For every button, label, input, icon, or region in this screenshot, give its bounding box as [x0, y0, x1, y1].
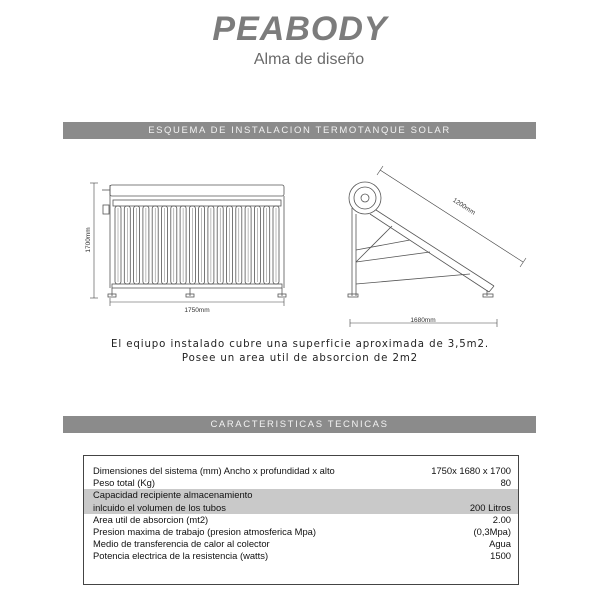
- spec-label: Medio de transferencia de calor al colector: [93, 538, 270, 550]
- spec-row: [84, 538, 518, 550]
- spec-value: 200 Litros: [469, 501, 511, 513]
- front-dimensions: [90, 183, 284, 306]
- specs-section-heading: CARACTERISTICAS TECNICAS: [63, 416, 536, 433]
- spec-value: (0,3Mpa): [473, 525, 511, 537]
- install-caption-line2: Posee un area util de absorcion de 2m2: [181, 353, 419, 364]
- spec-label: Presion maxima de trabajo (presion atmosferica Mpa): [93, 525, 317, 537]
- front-manifold: [113, 200, 281, 206]
- side-collector-bottom: [370, 214, 489, 292]
- front-view-diagram: [102, 185, 286, 297]
- front-bottom-rail: [112, 284, 282, 288]
- spec-value: 1750x 1680 x 1700: [431, 465, 511, 476]
- brand-tagline: Alma de diseño: [253, 51, 365, 68]
- spec-label: Capacidad recipiente almacenamiento: [93, 489, 253, 501]
- install-section-heading: ESQUEMA DE INSTALACION TERMOTANQUE SOLAR: [63, 122, 536, 139]
- spec-label: Peso total (Kg): [93, 477, 156, 489]
- side-collector-top: [376, 210, 494, 286]
- spec-label: Area util de absorcion (mt2): [93, 513, 209, 525]
- front-tubes: [115, 206, 279, 284]
- spec-row: [84, 550, 518, 562]
- spec-row: [84, 465, 518, 477]
- front-tank: [110, 185, 284, 196]
- front-width-label: 1750mm: [184, 307, 210, 314]
- side-length-label: 1200mm: [451, 196, 477, 217]
- spec-row: [84, 514, 518, 526]
- specs-table: [83, 455, 519, 585]
- side-tank-inner: [354, 187, 376, 209]
- spec-value: 1500: [490, 550, 511, 562]
- spec-label: Potencia electrica de la resistencia (watts): [93, 550, 269, 562]
- spec-row: [84, 526, 518, 538]
- spec-value: 2.00: [492, 513, 511, 525]
- front-height-label: 1700mm: [85, 227, 92, 253]
- side-depth-label: 1680mm: [410, 317, 436, 324]
- spec-value: Agua: [489, 538, 511, 550]
- brand-logo-title: PEABODY: [212, 10, 388, 48]
- spec-label: Dimensiones del sistema (mm) Ancho x profundidad x alto: [93, 465, 335, 476]
- spec-label: inlcuido el volumen de los tubos: [93, 501, 226, 513]
- spec-row: [84, 477, 518, 489]
- side-length-line: [380, 170, 523, 262]
- install-caption-line1: El eqiupo instalado cubre una superficie aproximada de 3,5m2.: [110, 339, 490, 350]
- spec-row: [84, 489, 518, 501]
- side-view-diagram: [348, 182, 494, 297]
- spec-value: 80: [500, 477, 511, 489]
- spec-row: [84, 502, 518, 514]
- front-side-box: [103, 205, 109, 214]
